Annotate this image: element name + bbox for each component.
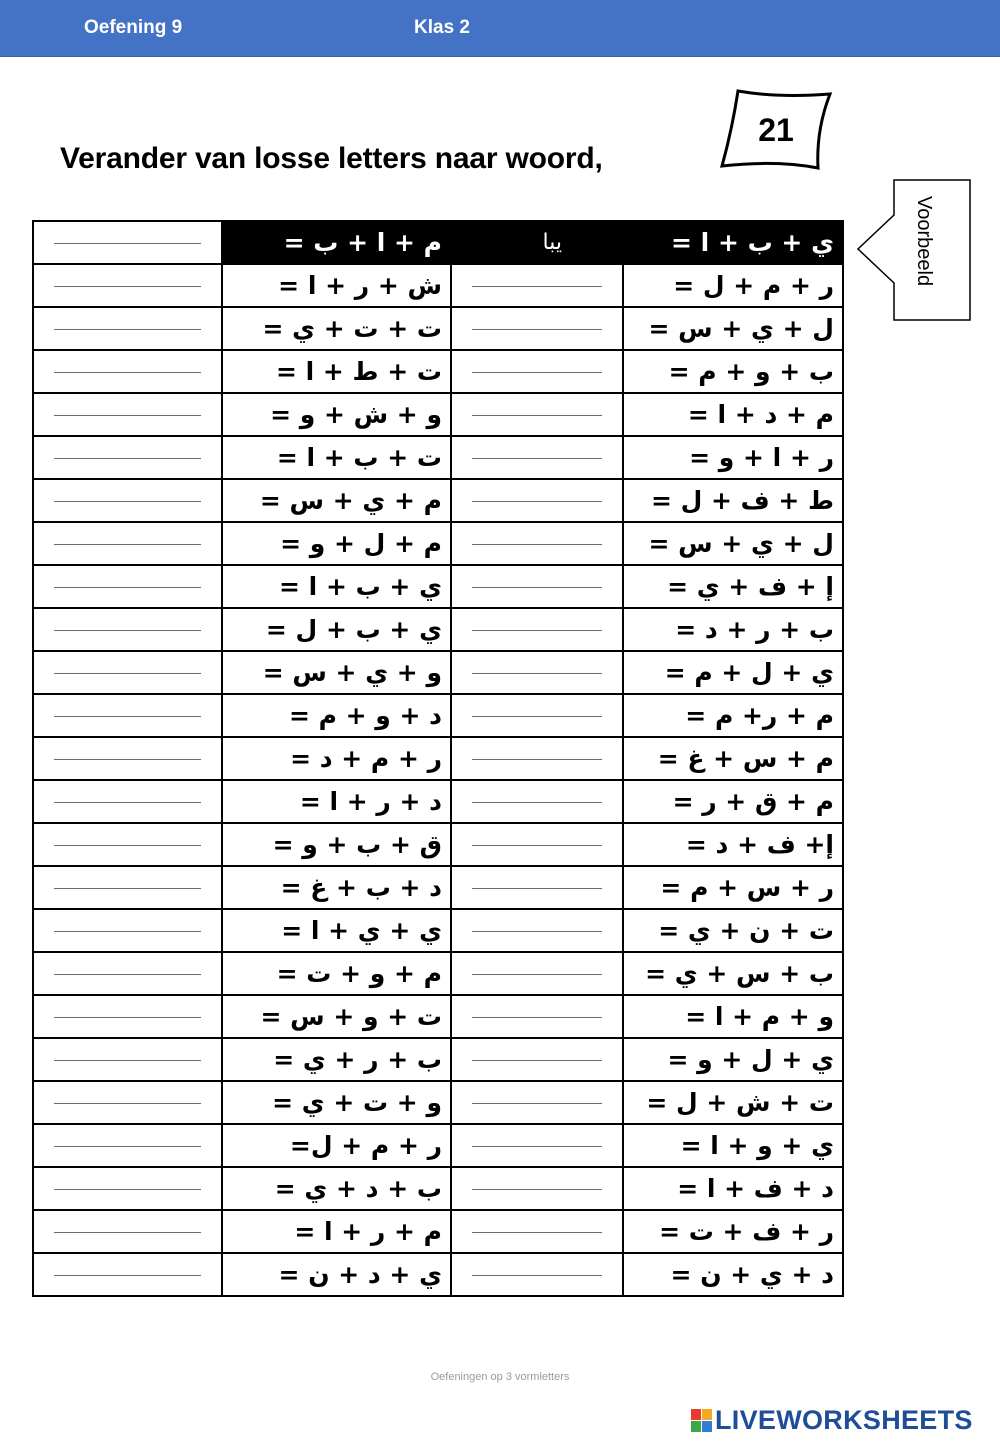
answer-field[interactable] [451, 393, 623, 436]
answer-line [54, 1017, 201, 1018]
letters-equation: د + ب + غ = [222, 866, 451, 909]
answer-field[interactable] [33, 1038, 222, 1081]
answer-field[interactable] [33, 479, 222, 522]
table-row [33, 565, 843, 608]
answer-line [54, 415, 201, 416]
answer-field[interactable] [451, 436, 623, 479]
letters-equation: ت + و + س = [222, 995, 451, 1038]
answer-line [472, 1146, 602, 1147]
answer-field[interactable] [451, 608, 623, 651]
answer-line [54, 716, 201, 717]
letters-equation: ر + م + ل= [222, 1124, 451, 1167]
answer-line [472, 974, 602, 975]
answer-line [472, 1060, 602, 1061]
letters-equation: ي + ي + ا = [222, 909, 451, 952]
page-number-badge [718, 88, 834, 172]
answer-line [472, 759, 602, 760]
answer-field[interactable] [33, 393, 222, 436]
answer-line [54, 845, 201, 846]
footer-note: Oefeningen op 3 vormletters [430, 1371, 570, 1383]
answer-field[interactable] [33, 221, 222, 264]
answer-line [472, 716, 602, 717]
table-row [33, 1081, 843, 1124]
table-row [33, 393, 843, 436]
letters-equation: م + ي + س = [222, 479, 451, 522]
letters-equation: د + و + م = [222, 694, 451, 737]
answer-line [472, 630, 602, 631]
answer-field[interactable] [33, 1124, 222, 1167]
callout-label: Voorbeeld [913, 196, 935, 287]
answer-field[interactable] [451, 1124, 623, 1167]
letters-equation: و + ي + س = [222, 651, 451, 694]
example-answer: يبا [451, 221, 623, 264]
answer-line [472, 1017, 602, 1018]
answer-field[interactable] [451, 651, 623, 694]
letters-equation: و + ت + ي = [222, 1081, 451, 1124]
answer-line [472, 286, 602, 287]
answer-field[interactable] [451, 694, 623, 737]
table-row [33, 1253, 843, 1296]
letters-equation: ر + م + د = [222, 737, 451, 780]
answer-line [54, 673, 201, 674]
answer-field[interactable] [33, 995, 222, 1038]
answer-field[interactable] [33, 522, 222, 565]
table-row [33, 823, 843, 866]
table-row [33, 1124, 843, 1167]
answer-field[interactable] [451, 479, 623, 522]
letters-equation: ت + ن + ي = [623, 909, 843, 952]
answer-field[interactable] [33, 651, 222, 694]
answer-line [472, 673, 602, 674]
table-row [33, 1038, 843, 1081]
table-row [33, 694, 843, 737]
table-row [33, 737, 843, 780]
answer-line [54, 888, 201, 889]
table-row [33, 780, 843, 823]
answer-field[interactable] [33, 694, 222, 737]
answer-line [472, 415, 602, 416]
answer-line [54, 372, 201, 373]
answer-line [54, 1060, 201, 1061]
table-row [33, 307, 843, 350]
logo-wordmark: LIVEWORKSHEETS [715, 1405, 973, 1435]
answer-line [54, 1146, 201, 1147]
answer-line [472, 587, 602, 588]
letters-equation: ب + ر + ي = [222, 1038, 451, 1081]
letters-equation: م + ل + و = [222, 522, 451, 565]
letters-equation: ب + و + م = [623, 350, 843, 393]
answer-line [472, 1232, 602, 1233]
answer-field[interactable] [451, 1038, 623, 1081]
answer-field[interactable] [451, 1081, 623, 1124]
exercise-label: Oefening 9 [84, 17, 183, 38]
letters-equation: ر + س + م = [623, 866, 843, 909]
letters-equation: ي + ل + و = [623, 1038, 843, 1081]
table-row [33, 1210, 843, 1253]
answer-field[interactable] [33, 436, 222, 479]
answer-field[interactable] [33, 952, 222, 995]
answer-line [472, 802, 602, 803]
answer-field[interactable] [33, 780, 222, 823]
answer-field[interactable] [451, 866, 623, 909]
answer-field[interactable] [451, 780, 623, 823]
table-row [33, 952, 843, 995]
answer-field[interactable] [451, 1253, 623, 1296]
answer-line [54, 501, 201, 502]
answer-field[interactable] [33, 1167, 222, 1210]
answer-line [54, 759, 201, 760]
answer-field[interactable] [451, 823, 623, 866]
answer-field[interactable] [33, 1210, 222, 1253]
answer-line [54, 329, 201, 330]
answer-field[interactable] [451, 1210, 623, 1253]
answer-line [54, 931, 201, 932]
class-label: Klas 2 [414, 17, 470, 38]
table-row [33, 221, 843, 264]
table-row [33, 1167, 843, 1210]
letters-equation: م + ق + ر = [623, 780, 843, 823]
letters-equation: ي + ب + ل = [222, 608, 451, 651]
letters-equation: ي + د + ن = [222, 1253, 451, 1296]
table-row [33, 479, 843, 522]
answer-line [472, 458, 602, 459]
example-equation: ي + ب + ا = [623, 221, 843, 264]
letters-equation: ر + ف + ت = [623, 1210, 843, 1253]
answer-line [472, 1275, 602, 1276]
letters-equation: ي + ب + ا = [222, 565, 451, 608]
letters-equation: ب + س + ي = [623, 952, 843, 995]
answer-line [472, 888, 602, 889]
answer-field[interactable] [33, 608, 222, 651]
answer-line [54, 587, 201, 588]
logo-cubes-icon [691, 1409, 713, 1433]
letters-equation: ت + ت + ي = [222, 307, 451, 350]
answer-line [472, 1189, 602, 1190]
answer-field[interactable] [33, 565, 222, 608]
table-row [33, 608, 843, 651]
letters-equation: ت + ب + ا = [222, 436, 451, 479]
answer-line [472, 1103, 602, 1104]
answer-field[interactable] [33, 307, 222, 350]
answer-field[interactable] [451, 995, 623, 1038]
letters-equation: م + س + غ = [623, 737, 843, 780]
answer-field[interactable] [33, 1081, 222, 1124]
letters-equation: و + م + ا = [623, 995, 843, 1038]
answer-field[interactable] [451, 264, 623, 307]
letters-equation: ت + ط + ا = [222, 350, 451, 393]
answer-line [54, 286, 201, 287]
answer-line [472, 544, 602, 545]
letters-equation: ر + م + ل = [623, 264, 843, 307]
answer-line [54, 630, 201, 631]
answer-field[interactable] [33, 1253, 222, 1296]
letters-equation: ب + د + ي = [222, 1167, 451, 1210]
letters-equation: ق + ب + و = [222, 823, 451, 866]
table-row [33, 909, 843, 952]
answer-field[interactable] [33, 737, 222, 780]
letters-equation: ر + ا + و = [623, 436, 843, 479]
answer-line [472, 845, 602, 846]
header-bar [0, 0, 1000, 57]
letters-equation: ط + ف + ل = [623, 479, 843, 522]
page-title: Verander van losse letters naar woord, [60, 142, 603, 175]
letters-equation: ي + ل + م = [623, 651, 843, 694]
letters-equation: ب + ر + د = [623, 608, 843, 651]
letters-equation: إ + ف + ي = [623, 565, 843, 608]
answer-line [54, 1275, 201, 1276]
answer-field[interactable] [451, 522, 623, 565]
letters-equation: د + ر + ا = [222, 780, 451, 823]
letters-equation: و + ش + و = [222, 393, 451, 436]
answer-line [54, 802, 201, 803]
answer-line [472, 329, 602, 330]
answer-field[interactable] [33, 350, 222, 393]
letters-equation: م + ا + ب = [222, 221, 451, 264]
answer-line [472, 372, 602, 373]
exercise-table [32, 220, 844, 1297]
table-row [33, 436, 843, 479]
answer-line [54, 458, 201, 459]
answer-line [54, 243, 201, 244]
letters-equation: ش + ر + ا = [222, 264, 451, 307]
answer-field[interactable] [451, 1167, 623, 1210]
table-row [33, 264, 843, 307]
answer-field[interactable] [451, 350, 623, 393]
letters-equation: د + ي + ن = [623, 1253, 843, 1296]
answer-field[interactable] [451, 909, 623, 952]
page-number: 21 [758, 111, 794, 148]
letters-equation: ت + ش + ل = [623, 1081, 843, 1124]
answer-field[interactable] [33, 264, 222, 307]
answer-field[interactable] [451, 565, 623, 608]
letters-equation: م + ر+ م = [623, 694, 843, 737]
table-row [33, 350, 843, 393]
letters-equation: إ+ ف + د = [623, 823, 843, 866]
answer-field[interactable] [33, 866, 222, 909]
answer-line [54, 1232, 201, 1233]
table-row [33, 522, 843, 565]
letters-equation: ل + ي + س = [623, 307, 843, 350]
answer-line [472, 501, 602, 502]
letters-equation: م + ر + ا = [222, 1210, 451, 1253]
letters-equation: ي + و + ا = [623, 1124, 843, 1167]
letters-equation: م + د + ا = [623, 393, 843, 436]
answer-line [54, 1189, 201, 1190]
answer-line [472, 931, 602, 932]
answer-line [54, 1103, 201, 1104]
table-row [33, 866, 843, 909]
answer-line [54, 974, 201, 975]
letters-equation: م + و + ت = [222, 952, 451, 995]
liveworksheets-logo [691, 1405, 991, 1437]
answer-field[interactable] [451, 307, 623, 350]
answer-field[interactable] [451, 952, 623, 995]
answer-field[interactable] [33, 909, 222, 952]
letters-equation: د + ف + ا = [623, 1167, 843, 1210]
table-row [33, 651, 843, 694]
answer-field[interactable] [451, 737, 623, 780]
table-row [33, 995, 843, 1038]
answer-field[interactable] [33, 823, 222, 866]
answer-line [54, 544, 201, 545]
letters-equation: ل + ي + س = [623, 522, 843, 565]
